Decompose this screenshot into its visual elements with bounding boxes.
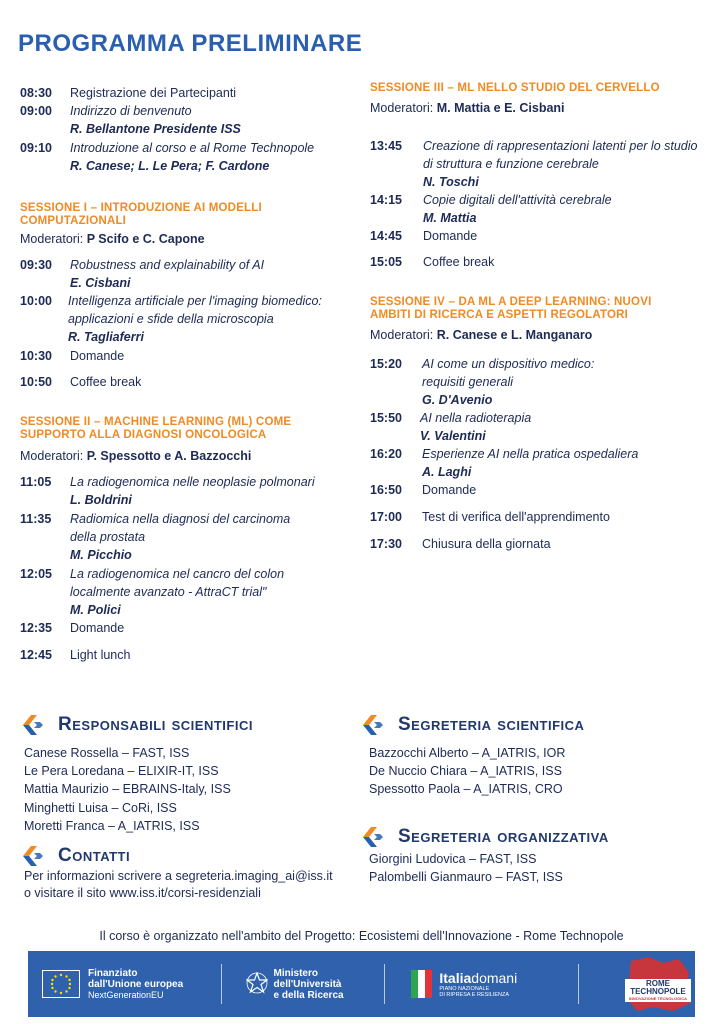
program-item	[370, 355, 710, 409]
item-time: 11:05	[20, 475, 52, 489]
item-text: Domande	[70, 621, 125, 635]
item-speaker: V. Valentini	[420, 429, 486, 443]
mur-logo: Ministero dell'Università e della Ricerca	[222, 968, 385, 1001]
list-item: Moretti Franca – A_IATRIS, ISS	[24, 818, 200, 833]
section-title: Contatti	[58, 845, 131, 866]
list-item: Le Pera Loredana – ELIXIR-IT, ISS	[24, 764, 219, 779]
program-item	[20, 139, 350, 175]
program-item	[20, 256, 350, 292]
segreteria-organizzativa-header	[362, 826, 609, 848]
item-text: AI nella radioterapia	[420, 411, 532, 425]
item-time: 09:30	[20, 258, 52, 272]
item-speaker: N. Toschi	[423, 175, 479, 189]
item-text: Test di verifica dell'apprendimento	[422, 510, 610, 524]
item-text: Light lunch	[70, 648, 131, 662]
item-time: 15:05	[370, 255, 402, 269]
program-item	[20, 473, 350, 509]
responsabili-list	[24, 744, 231, 835]
item-text: Esperienze AI nella pratica ospedaliera	[422, 447, 639, 461]
item-speaker: A. Laghi	[422, 465, 472, 479]
list-item: Spessotto Paola – A_IATRIS, CRO	[369, 782, 563, 797]
section-title: Segreteria organizzativa	[398, 826, 609, 847]
item-speaker: M. Picchio	[70, 548, 132, 562]
item-time: 08:30	[20, 86, 52, 100]
section-title: Responsabili scientifici	[58, 714, 253, 735]
item-speaker: E. Cisbani	[70, 276, 131, 290]
item-text: Creazione di rappresentazioni latenti per lo studio di struttura e funzione cerebrale	[423, 139, 698, 171]
program-item	[20, 565, 350, 619]
list-item: Bazzocchi Alberto – A_IATRIS, IOR	[369, 746, 566, 760]
item-time: 10:50	[20, 375, 52, 389]
item-time: 12:05	[20, 567, 52, 581]
item-time: 10:00	[20, 294, 52, 308]
item-time: 09:00	[20, 104, 52, 118]
segreteria-scientifica-header	[362, 714, 584, 736]
program-item	[370, 137, 710, 191]
program-item	[370, 508, 710, 526]
item-text: Domande	[422, 483, 477, 497]
session-title: SESSIONE II – MACHINE LEARNING (ML) COME SUPPORTO ALLA DIAGNOSI ONCOLOGICA	[20, 416, 292, 441]
item-text: Chiusura della giornata	[422, 537, 551, 551]
program-item	[20, 102, 350, 138]
item-time: 10:30	[20, 349, 52, 363]
program-item	[20, 646, 350, 664]
item-time: 17:00	[370, 510, 402, 524]
session-moderators: Moderatori: P. Spessotto e A. Bazzocchi	[20, 449, 252, 463]
program-item	[20, 510, 350, 564]
item-time: 16:20	[370, 447, 402, 461]
program-item	[20, 619, 350, 637]
item-time: 16:50	[370, 483, 402, 497]
list-item: Canese Rossella – FAST, ISS	[24, 746, 190, 760]
chevron-logo-icon	[22, 714, 44, 736]
item-text: Registrazione dei Partecipanti	[70, 86, 237, 100]
item-time: 13:45	[370, 139, 402, 153]
page-title: PROGRAMMA PRELIMINARE	[18, 30, 363, 57]
italiadomani-logo: Italiadomani PIANO NAZIONALE DI RIPRESA E RESILIENZA	[385, 967, 578, 1001]
list-item: Mattia Maurizio – EBRAINS-Italy, ISS	[24, 782, 231, 797]
item-time: 09:10	[20, 141, 52, 155]
contatti-text	[24, 868, 333, 902]
list-item: Palombelli Gianmauro – FAST, ISS	[369, 870, 563, 885]
italian-emblem-icon	[246, 972, 268, 996]
session-title: SESSIONE III – ML NELLO STUDIO DEL CERVELLO	[370, 82, 660, 94]
program-item	[370, 535, 710, 553]
item-text: Coffee break	[70, 375, 142, 389]
eu-flag-icon	[42, 970, 80, 998]
program-item	[370, 253, 710, 271]
chevron-logo-icon	[362, 826, 384, 848]
session-moderators: Moderatori: R. Canese e L. Manganaro	[370, 328, 593, 342]
session-title: SESSIONE I – INTRODUZIONE AI MODELLI COMPUTAZIONALI	[20, 202, 262, 227]
item-speaker: G. D'Avenio	[422, 393, 493, 407]
item-text: Domande	[70, 349, 125, 363]
program-item	[370, 191, 710, 227]
item-text: Coffee break	[423, 255, 495, 269]
item-time: 11:35	[20, 512, 52, 526]
contact-line: o visitare il sito www.iss.it/corsi-residenziali	[24, 886, 261, 900]
contact-line: Per informazioni scrivere a segreteria.imaging_ai@iss.it	[24, 869, 333, 883]
item-speaker: R. Tagliaferri	[68, 330, 144, 344]
item-time: 15:20	[370, 357, 402, 371]
list-item: Minghetti Luisa – CoRi, ISS	[24, 800, 177, 815]
italy-map-icon	[409, 967, 435, 1001]
item-speaker: L. Boldrini	[70, 493, 132, 507]
item-text: La radiogenomica nel cancro del colon localmente avanzato - AttraCT trial"	[70, 567, 285, 599]
program-item	[370, 445, 710, 481]
segreteria-organizzativa-list	[369, 850, 563, 886]
item-text: Domande	[423, 229, 478, 243]
program-item	[370, 481, 710, 499]
item-text: Intelligenza artificiale per l'imaging biomedico: applicazioni e sfide della microscopia	[68, 294, 322, 326]
program-item	[370, 227, 710, 245]
program-item	[370, 409, 710, 445]
session-moderators: Moderatori: M. Mattia e E. Cisbani	[370, 101, 565, 115]
rome-technopole-logo: ROME TECHNOPOLE INNOVAZIONE TECNOLOGICA	[579, 955, 695, 1013]
item-time: 15:50	[370, 411, 402, 425]
chevron-logo-icon	[22, 845, 44, 867]
footer-note: Il corso è organizzato nell'ambito del Progetto: Ecosistemi dell'Innovazione - Rome Technopole	[99, 929, 624, 943]
item-text: Indirizzo di benvenuto	[70, 104, 192, 118]
item-text: La radiogenomica nelle neoplasie polmonari	[70, 475, 315, 489]
list-item: De Nuccio Chiara – A_IATRIS, ISS	[369, 764, 562, 779]
item-text: AI come un dispositivo medico: requisiti generali	[422, 357, 595, 389]
section-title: Segreteria scientifica	[398, 714, 585, 735]
item-speaker: M. Polici	[70, 603, 121, 617]
item-speaker: R. Bellantone Presidente ISS	[70, 122, 241, 136]
funding-banner	[28, 951, 695, 1017]
item-time: 17:30	[370, 537, 402, 551]
item-speaker: M. Mattia	[423, 211, 477, 225]
item-speaker: R. Canese; L. Le Pera; F. Cardone	[70, 159, 270, 173]
responsabili-header	[22, 714, 253, 736]
program-item	[20, 292, 350, 346]
chevron-logo-icon	[362, 714, 384, 736]
item-time: 14:45	[370, 229, 402, 243]
contatti-header	[22, 845, 130, 867]
item-time: 12:35	[20, 621, 52, 635]
program-item	[20, 373, 350, 391]
program-item	[20, 84, 350, 102]
item-text: Copie digitali dell'attività cerebrale	[423, 193, 612, 207]
eu-logo: Finanziato dall'Unione europea NextGenerationEU	[28, 968, 221, 1001]
item-time: 14:15	[370, 193, 402, 207]
item-time: 12:45	[20, 648, 52, 662]
segreteria-scientifica-list	[369, 744, 565, 799]
item-text: Robustness and explainability of AI	[70, 258, 265, 272]
item-text: Introduzione al corso e al Rome Technopole	[70, 141, 315, 155]
session-moderators: Moderatori: P Scifo e C. Capone	[20, 232, 205, 246]
item-text: Radiomica nella diagnosi del carcinoma della prostata	[70, 512, 291, 544]
session-title: SESSIONE IV – DA ML A DEEP LEARNING: NUOVI AMBITI DI RICERCA E ASPETTI REGOLATORI	[370, 296, 652, 321]
program-item	[20, 347, 350, 365]
list-item: Giorgini Ludovica – FAST, ISS	[369, 852, 537, 866]
